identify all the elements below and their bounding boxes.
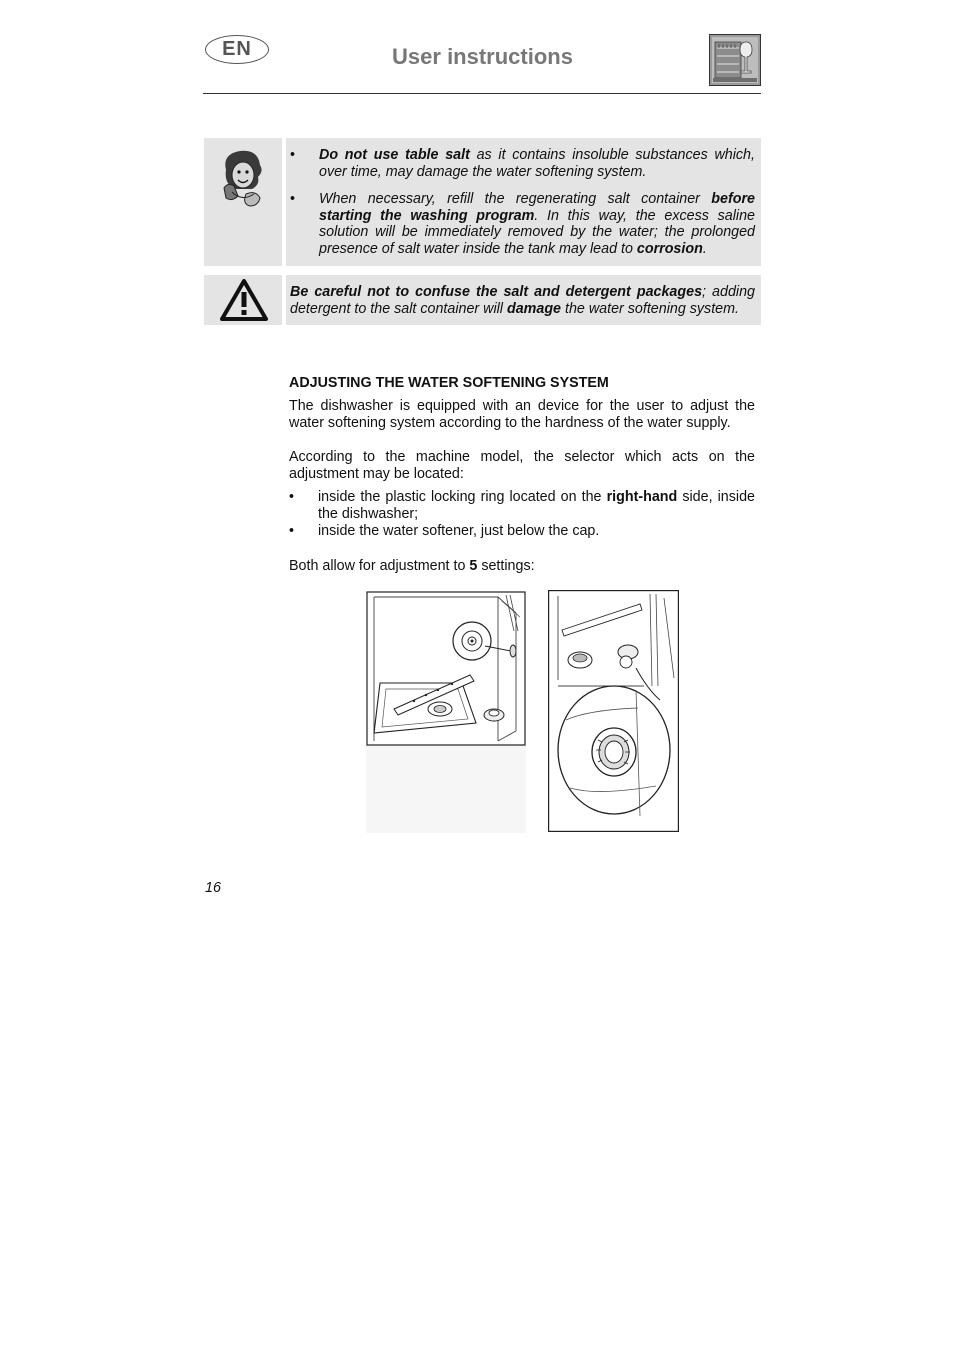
tip-text: as it contains insoluble substances which, over time, may damage the water softening system.	[319, 147, 755, 180]
tip-note-box	[286, 138, 761, 266]
tip-bold-text: Do not use table salt	[319, 147, 470, 163]
warning-bold-text: damage	[506, 300, 562, 317]
warning-bold-text: Be careful not to confuse the salt and detergent packages	[290, 284, 703, 300]
tip-bold-text: corrosion	[636, 240, 703, 257]
tip-bullet	[290, 147, 755, 180]
warning-triangle-icon	[219, 278, 269, 322]
section-heading: ADJUSTING THE WATER SOFTENING SYSTEM	[289, 375, 609, 391]
warning-note-box	[286, 275, 761, 325]
paragraph-bold: 5	[469, 558, 478, 574]
list-item-text: inside the water softener, just below the cap.	[318, 523, 600, 539]
dishwasher-interior-selector-illustration	[366, 591, 526, 833]
tip-icon-cell	[204, 138, 282, 266]
cartoon-woman-icon	[216, 148, 270, 208]
page-number: 16	[205, 880, 221, 896]
tip-bold-text: before starting the washing program	[319, 191, 755, 224]
water-softener-cap-illustration	[548, 590, 679, 832]
tip-text: .	[702, 240, 707, 257]
header-divider	[203, 93, 761, 94]
warning-text: the water softening system.	[561, 300, 740, 317]
bullet-marker: •	[290, 147, 296, 163]
paragraph	[289, 558, 755, 575]
list-item-bold: right-hand	[606, 489, 678, 505]
paragraph-text: settings:	[477, 558, 535, 574]
warning-text: ; adding detergent to the salt container will	[290, 284, 755, 317]
list-item-text: inside the plastic locking ring located on the	[318, 489, 607, 505]
paragraph: According to the machine model, the selector which acts on the adjustment may be located:	[289, 449, 755, 482]
tip-text: . In this way, the excess saline solution will be immediately removed by the water; the prolonged presence of salt water inside the tank may lead to	[319, 207, 755, 257]
bullet-marker: •	[289, 489, 295, 505]
paragraph-text: Both allow for adjustment to	[289, 558, 470, 574]
page-title: User instructions	[392, 44, 573, 69]
bullet-marker: •	[290, 191, 296, 207]
dishwasher-icon	[709, 34, 761, 86]
tip-text: When necessary, refill the regenerating salt container	[319, 191, 712, 207]
paragraph: The dishwasher is equipped with an device for the user to adjust the water softening system according to the hardness of the water supply.	[289, 398, 755, 431]
warning-icon-cell	[204, 275, 282, 325]
list-item	[289, 523, 755, 540]
bullet-marker: •	[289, 523, 295, 539]
list-item	[289, 489, 755, 522]
list-item-text: side, inside the dishwasher;	[318, 489, 755, 522]
tip-bullet	[290, 191, 755, 257]
language-badge: EN	[205, 35, 269, 64]
